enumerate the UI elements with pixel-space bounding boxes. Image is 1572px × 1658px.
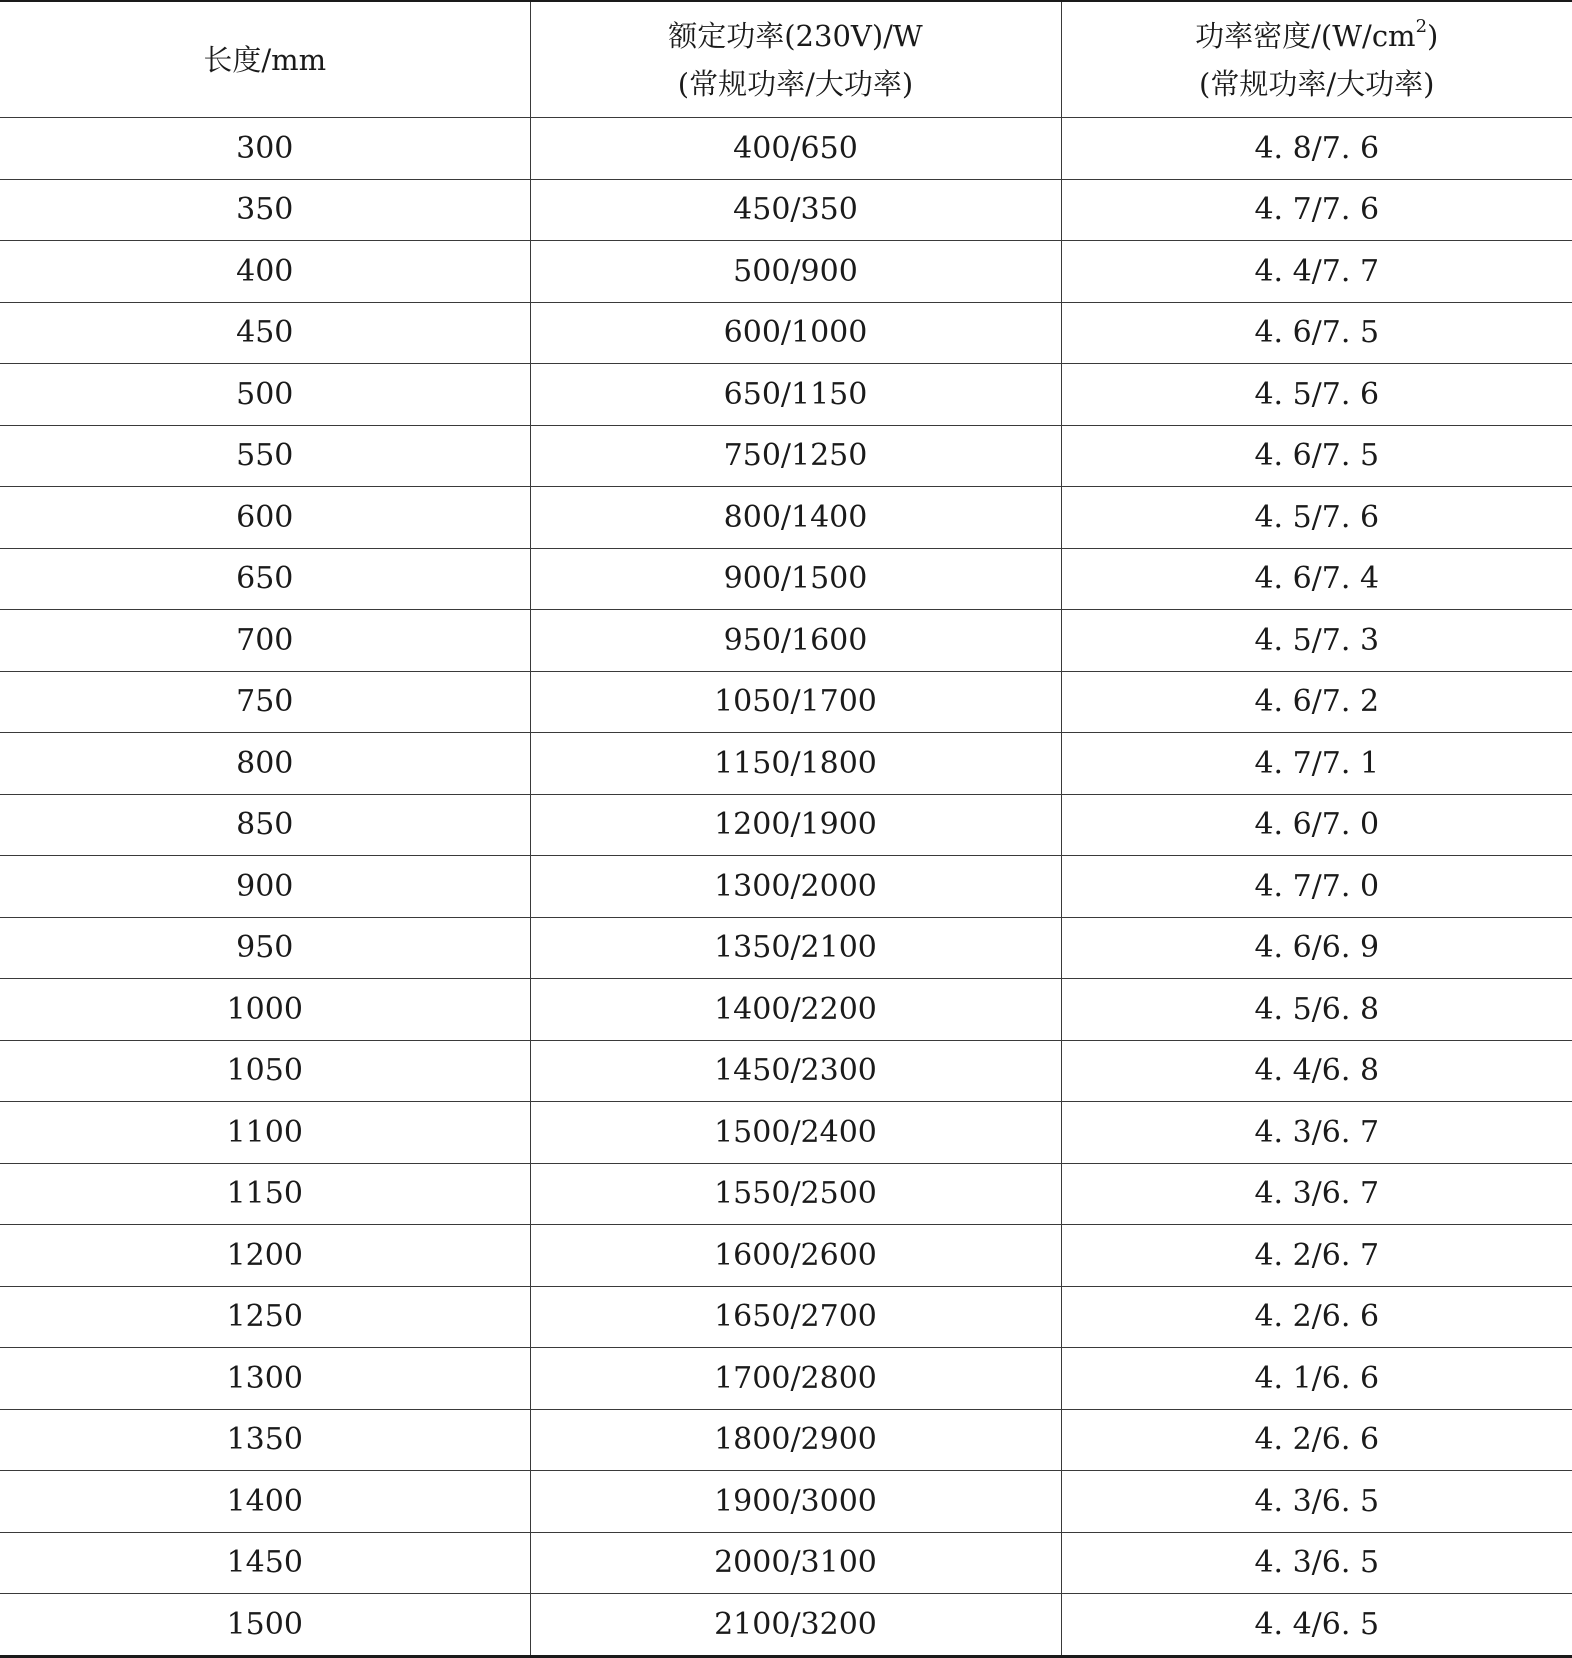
power-density-cell: 4. 4/7. 7: [1061, 241, 1572, 303]
length-cell: 600: [0, 487, 530, 549]
rated-power-cell: 1350/2100: [530, 917, 1061, 979]
header-power-density-suffix: ): [1427, 18, 1439, 53]
table-row: [0, 1532, 1572, 1594]
power-density-cell: 4. 6/7. 4: [1061, 548, 1572, 610]
header-power-density-line1: [1062, 12, 1572, 60]
rated-power-cell: 800/1400: [530, 487, 1061, 549]
rated-power-cell: 1550/2500: [530, 1163, 1061, 1225]
rated-power-cell: 1200/1900: [530, 794, 1061, 856]
rated-power-cell: 450/350: [530, 179, 1061, 241]
length-cell: 1100: [0, 1102, 530, 1164]
table-row: [0, 1594, 1572, 1657]
header-power-density-text: 功率密度/(W/cm: [1195, 18, 1416, 53]
rated-power-cell: 1600/2600: [530, 1225, 1061, 1287]
header-rated-power-line1: 额定功率(230V)/W: [668, 18, 923, 53]
rated-power-cell: 900/1500: [530, 548, 1061, 610]
rated-power-cell: 950/1600: [530, 610, 1061, 672]
power-density-cell: 4. 6/7. 0: [1061, 794, 1572, 856]
length-cell: 1200: [0, 1225, 530, 1287]
rated-power-cell: 1400/2200: [530, 979, 1061, 1041]
table-row: [0, 1102, 1572, 1164]
table-row: [0, 364, 1572, 426]
length-cell: 1500: [0, 1594, 530, 1657]
power-density-cell: 4. 4/6. 8: [1061, 1040, 1572, 1102]
table-row: [0, 733, 1572, 795]
table-row: [0, 179, 1572, 241]
rated-power-cell: 1900/3000: [530, 1471, 1061, 1533]
length-cell: 1300: [0, 1348, 530, 1410]
length-cell: 550: [0, 425, 530, 487]
power-density-cell: 4. 7/7. 1: [1061, 733, 1572, 795]
header-length-label: 长度/mm: [203, 42, 327, 77]
table-row: [0, 979, 1572, 1041]
table-row: [0, 1348, 1572, 1410]
power-density-cell: 4. 5/7. 3: [1061, 610, 1572, 672]
power-density-cell: 4. 7/7. 0: [1061, 856, 1572, 918]
rated-power-cell: 1050/1700: [530, 671, 1061, 733]
length-cell: 1400: [0, 1471, 530, 1533]
header-rated-power-line2: (常规功率/大功率): [677, 66, 914, 101]
header-power-density-sup: 2: [1415, 15, 1428, 37]
table-row: [0, 118, 1572, 180]
table-row: [0, 794, 1572, 856]
table-row: [0, 1163, 1572, 1225]
header-row: [0, 1, 1572, 118]
length-cell: 1250: [0, 1286, 530, 1348]
rated-power-cell: 1800/2900: [530, 1409, 1061, 1471]
length-cell: 400: [0, 241, 530, 303]
rated-power-cell: 1650/2700: [530, 1286, 1061, 1348]
length-cell: 1350: [0, 1409, 530, 1471]
rated-power-cell: 750/1250: [530, 425, 1061, 487]
power-density-cell: 4. 2/6. 6: [1061, 1409, 1572, 1471]
power-density-cell: 4. 5/7. 6: [1061, 364, 1572, 426]
rated-power-cell: 600/1000: [530, 302, 1061, 364]
power-density-cell: 4. 3/6. 7: [1061, 1163, 1572, 1225]
rated-power-cell: 650/1150: [530, 364, 1061, 426]
table-header: [0, 1, 1572, 118]
table-row: [0, 1471, 1572, 1533]
power-density-cell: 4. 3/6. 5: [1061, 1532, 1572, 1594]
header-rated-power: [530, 1, 1061, 118]
power-density-cell: 4. 3/6. 5: [1061, 1471, 1572, 1533]
length-cell: 950: [0, 917, 530, 979]
table-row: [0, 1409, 1572, 1471]
power-density-cell: 4. 6/7. 2: [1061, 671, 1572, 733]
length-cell: 1050: [0, 1040, 530, 1102]
rated-power-cell: 2000/3100: [530, 1532, 1061, 1594]
table-row: [0, 610, 1572, 672]
power-density-cell: 4. 5/7. 6: [1061, 487, 1572, 549]
table-row: [0, 241, 1572, 303]
length-cell: 850: [0, 794, 530, 856]
length-cell: 1450: [0, 1532, 530, 1594]
length-cell: 650: [0, 548, 530, 610]
power-density-cell: 4. 8/7. 6: [1061, 118, 1572, 180]
length-cell: 750: [0, 671, 530, 733]
header-power-density: [1061, 1, 1572, 118]
rated-power-cell: 1450/2300: [530, 1040, 1061, 1102]
table-body: [0, 118, 1572, 1657]
power-density-cell: 4. 3/6. 7: [1061, 1102, 1572, 1164]
power-density-cell: 4. 2/6. 7: [1061, 1225, 1572, 1287]
table-row: [0, 302, 1572, 364]
header-length: [0, 1, 530, 118]
table-row: [0, 671, 1572, 733]
power-density-cell: 4. 7/7. 6: [1061, 179, 1572, 241]
length-cell: 700: [0, 610, 530, 672]
length-cell: 800: [0, 733, 530, 795]
power-density-cell: 4. 5/6. 8: [1061, 979, 1572, 1041]
table-row: [0, 487, 1572, 549]
rated-power-cell: 500/900: [530, 241, 1061, 303]
table-row: [0, 917, 1572, 979]
length-cell: 300: [0, 118, 530, 180]
power-density-cell: 4. 4/6. 5: [1061, 1594, 1572, 1657]
rated-power-cell: 400/650: [530, 118, 1061, 180]
power-density-cell: 4. 6/7. 5: [1061, 302, 1572, 364]
length-cell: 500: [0, 364, 530, 426]
length-cell: 900: [0, 856, 530, 918]
table-row: [0, 856, 1572, 918]
table-row: [0, 1286, 1572, 1348]
rated-power-cell: 1150/1800: [530, 733, 1061, 795]
rated-power-cell: 2100/3200: [530, 1594, 1061, 1657]
header-power-density-line2: (常规功率/大功率): [1199, 66, 1435, 101]
length-cell: 350: [0, 179, 530, 241]
rated-power-cell: 1700/2800: [530, 1348, 1061, 1410]
power-density-cell: 4. 2/6. 6: [1061, 1286, 1572, 1348]
table-row: [0, 1225, 1572, 1287]
table-row: [0, 548, 1572, 610]
power-density-cell: 4. 1/6. 6: [1061, 1348, 1572, 1410]
table-row: [0, 1040, 1572, 1102]
length-cell: 450: [0, 302, 530, 364]
table-row: [0, 425, 1572, 487]
length-cell: 1000: [0, 979, 530, 1041]
power-density-cell: 4. 6/6. 9: [1061, 917, 1572, 979]
rated-power-cell: 1300/2000: [530, 856, 1061, 918]
power-density-cell: 4. 6/7. 5: [1061, 425, 1572, 487]
rated-power-cell: 1500/2400: [530, 1102, 1061, 1164]
length-cell: 1150: [0, 1163, 530, 1225]
